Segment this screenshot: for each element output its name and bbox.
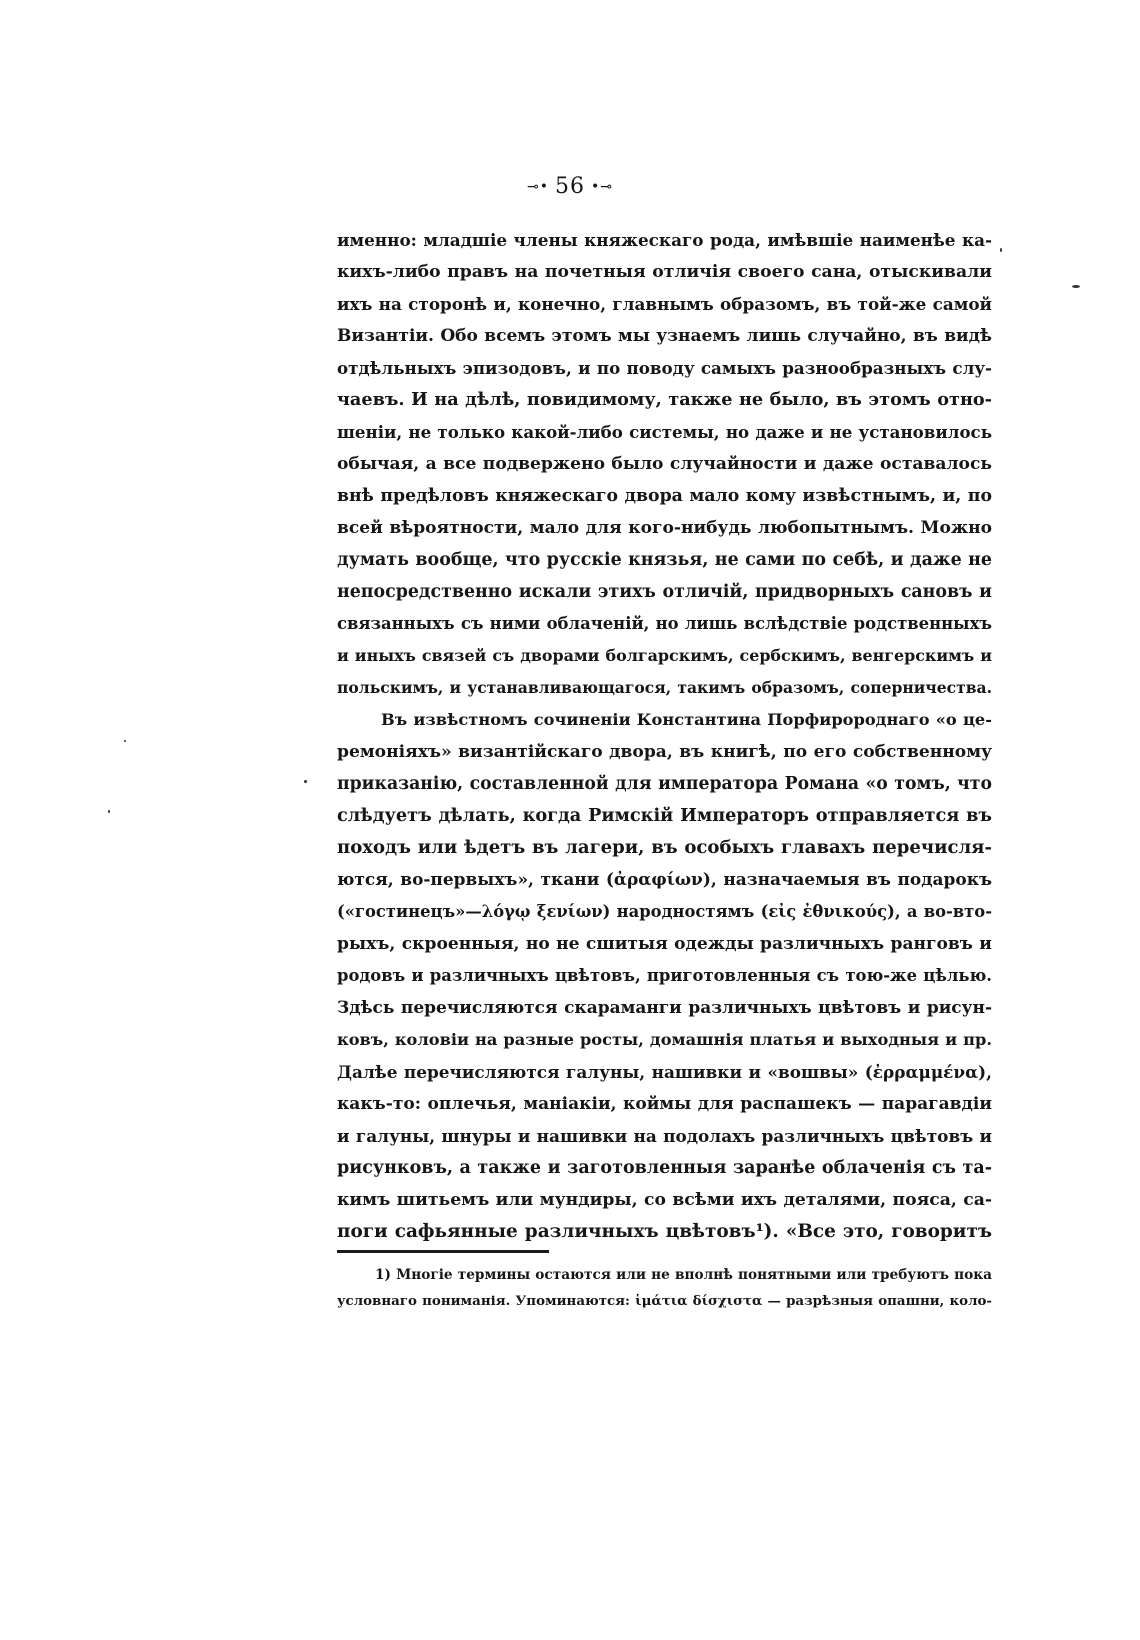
text-line: поги сафьянные различныхъ цвѣтовъ¹). «Все это, говоритъ xyxy=(337,1221,992,1242)
footnotes xyxy=(337,1262,992,1314)
text-line: чаевъ. И на дѣлѣ, повидимому, также не было, въ этомъ отно- xyxy=(337,389,992,410)
scan-speck xyxy=(1000,248,1002,252)
text-line: ются, во-первыхъ», ткани (ἀραφίων), назначаемыя въ подарокъ xyxy=(337,870,992,890)
text-line: обычая, а все подвержено было случайности и даже оставалось xyxy=(337,454,992,474)
scan-speck xyxy=(304,780,307,783)
text-line: Византіи. Обо всемъ этомъ мы узнаемъ лишь случайно, въ видѣ xyxy=(337,326,992,346)
text-line: ковъ, коловіи на разные росты, домашнія платья и выходныя и пр. xyxy=(337,1030,992,1049)
text-line: именно: младшіе члены княжескаго рода, имѣвшіе наименѣе ка- xyxy=(337,230,992,250)
text-line: думать вообще, что русскіе князья, не сами по себѣ, и даже не xyxy=(337,550,992,570)
text-line: родовъ и различныхъ цвѣтовъ, приготовленныя съ тою-же цѣлью. xyxy=(337,966,992,985)
footnote-line: 1) Многіе термины остаются или не вполнѣ понятными или требуютъ пока xyxy=(375,1267,992,1283)
text-line: шеніи, не только какой-либо системы, но даже и не установилось xyxy=(337,422,992,442)
footnote-line: условнаго пониманія. Упоминаются: ἱμάτια δίσχιστα — разрѣзныя опашни, коло- xyxy=(337,1293,992,1309)
scan-speck xyxy=(108,810,110,813)
text-line: кихъ-либо правъ на почетныя отличія своего сана, отыскивали xyxy=(337,262,992,282)
page-number xyxy=(0,174,1140,199)
text-line: рисунковъ, а также и заготовленныя заранѣе облаченія съ та- xyxy=(337,1158,992,1178)
text-line: внѣ предѣловъ княжескаго двора мало кому извѣстнымъ, и, по xyxy=(337,486,992,506)
text-line: и галуны, шнуры и нашивки на подолахъ различныхъ цвѣтовъ и xyxy=(337,1126,992,1146)
text-line: ихъ на сторонѣ и, конечно, главнымъ образомъ, въ той-же самой xyxy=(337,294,992,314)
scan-speck xyxy=(124,740,126,742)
paragraph-start-line: Въ извѣстномъ сочиненіи Константина Порфиророднаго «о це- xyxy=(381,710,992,729)
text-line: кимъ шитьемъ или мундиры, со всѣми ихъ деталями, пояса, са- xyxy=(337,1190,992,1210)
text-line: всей вѣроятности, мало для кого-нибудь любопытнымъ. Можно xyxy=(337,518,992,538)
text-line: Здѣсь перечисляются скараманги различныхъ цвѣтовъ и рисун- xyxy=(337,998,992,1018)
text-line: связанныхъ съ ними облаченій, но лишь вслѣдствіе родственныхъ xyxy=(337,614,992,633)
scan-speck xyxy=(1072,285,1080,288)
body-text xyxy=(337,224,992,1248)
text-line: отдѣльныхъ эпизодовъ, и по поводу самыхъ разнообразныхъ слу- xyxy=(337,358,992,378)
text-line: приказанію, составленной для императора Романа «о томъ, что xyxy=(337,774,992,794)
text-line: походъ или ѣдетъ въ лагери, въ особыхъ главахъ перечисля- xyxy=(337,837,992,858)
page-number-value: 56 xyxy=(555,174,585,199)
ornament-left-icon: ⊸• xyxy=(527,179,549,195)
text-line: слѣдуетъ дѣлать, когда Римскій Императоръ отправляется въ xyxy=(337,805,992,826)
text-line: рыхъ, скроенныя, но не сшитыя одежды различныхъ ранговъ и xyxy=(337,934,992,954)
text-line: какъ-то: оплечья, маніакіи, коймы для распашекъ — парагавдіи xyxy=(337,1094,992,1114)
text-line: Далѣе перечисляются галуны, нашивки и «вошвы» (ἐρραμμένα), xyxy=(337,1062,992,1082)
text-line: и иныхъ связей съ дворами болгарскимъ, сербскимъ, венгерскимъ и xyxy=(337,646,992,665)
footnote-separator xyxy=(337,1250,549,1253)
text-line: польскимъ, и устанавливающагося, такимъ образомъ, соперничества. xyxy=(337,678,992,697)
ornament-right-icon: •⊸ xyxy=(591,179,613,195)
text-line: непосредственно искали этихъ отличій, придворныхъ сановъ и xyxy=(337,582,992,602)
text-line: («гостинецъ»—λόγῳ ξενίων) народностямъ (εἰς ἐθνικούς), а во-вто- xyxy=(337,902,992,921)
text-line: ремоніяхъ» византійскаго двора, въ книгѣ, по его собственному xyxy=(337,742,992,762)
